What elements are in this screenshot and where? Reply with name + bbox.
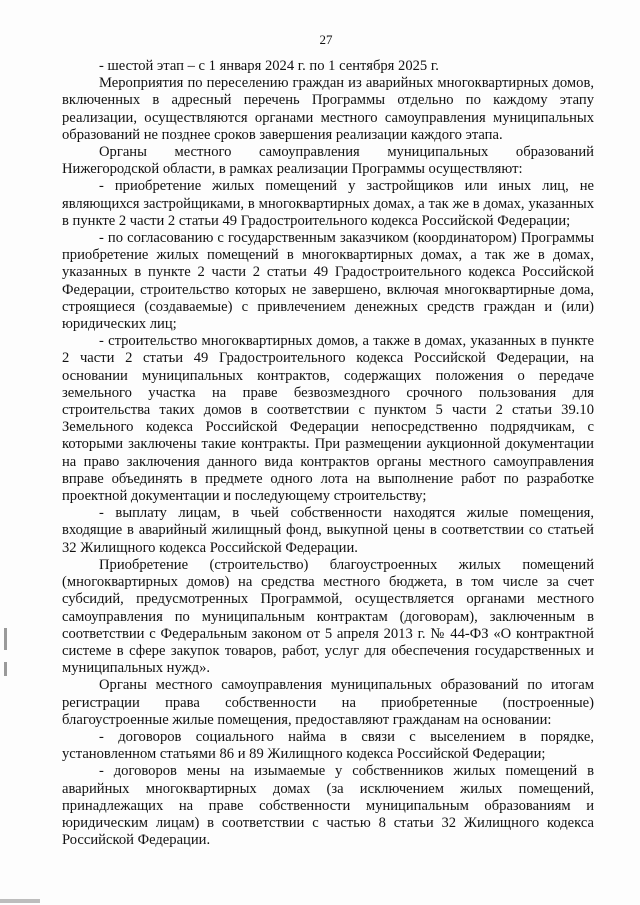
paragraph-redemption-payment: - выплату лицам, в чьей собственности находятся жилые помещения, входящие в аварийный жилищный фонд, выкупной цены в соответствии со статьей 32 Жилищного кодекса Российской Федерации. bbox=[62, 505, 594, 556]
paragraph-acquisition-unfinished: - по согласованию с государственным заказчиком (координатором) Программы приобретение жилых помещений в многоквартирных домах, а так же в домах, указанных в пункте 2 части 2 статьи 49 Градостроительного кодекса Российской Федерации, строительство которых не завершено, включая многоквартирные дома, строящиеся (создаваемые) с привлечением денежных средств граждан и (или) юридических лиц; bbox=[62, 230, 594, 333]
paragraph-acquisition-from-developers: - приобретение жилых помещений у застройщиков или иных лиц, не являющихся застройщиками, в многоквартирных домах, а так же в домах, указанных в пункте 2 части 2 статьи 49 Градостроительного кодекса Российской Федерации; bbox=[62, 178, 594, 229]
paragraph-acquisition-local-budget: Приобретение (строительство) благоустроенных жилых помещений (многоквартирных домов) на средства местного бюджета, в том числе за счет субсидий, предусмотренных Программой, осуществляется органами местного самоуправления по муниципальным контрактам (договорам), заключенным в соответствии с Федеральным законом от 5 апреля 2013 г. № 44-ФЗ «О контрактной системе в сфере закупок товаров, работ, услуг для обеспечения государственных и муниципальных нужд». bbox=[62, 556, 594, 677]
scan-edge-mark bbox=[4, 662, 7, 676]
paragraph-social-tenancy: - договоров социального найма в связи с выселением в порядке, установленном статьями 86 и 89 Жилищного кодекса Российской Федерации; bbox=[62, 728, 594, 763]
paragraph-construction: - строительство многоквартирных домов, а также в домах, указанных в пункте 2 части 2 статьи 49 Градостроительного кодекса Российской Федерации, на основании муниципальных контрактов, содержащих положения о передаче земельного участка на праве безвозмездного срочного пользования для строительства таких домов в соответствии с пунктом 5 части 2 статьи 39.10 Земельного кодекса Российской Федерации непосредственно подрядчикам, с которыми заключены такие контракты. При размещении аукционной документации на право заключения данного вида контрактов органы местного самоуправления вправе объединять в предмете одного лота на выполнение работ по разработке проектной документации и последующему строительству; bbox=[62, 333, 594, 505]
page-number: 27 bbox=[319, 32, 333, 47]
paragraph-stage-six: - шестой этап – с 1 января 2024 г. по 1 сентября 2025 г. bbox=[99, 58, 439, 74]
paragraph-resettlement-measures: Мероприятия по переселению граждан из аварийных многоквартирных домов, включенных в адресный перечень Программы отдельно по каждому этапу реализации, осуществляются органами местного самоуправления муниципальных образований не позднее сроков завершения реализации каждого этапа. bbox=[62, 75, 594, 143]
document-body bbox=[62, 58, 594, 849]
paragraph-provision-basis: Органы местного самоуправления муниципальных образований по итогам регистрации права собственности на приобретенные (построенные) благоустроенные жилые помещения, предоставляют гражданам на основании: bbox=[62, 677, 594, 728]
scan-edge-mark bbox=[4, 628, 7, 650]
scan-footer-speck bbox=[0, 899, 40, 903]
paragraph-exchange-agreements: - договоров мены на изымаемые у собственников жилых помещений в аварийных многоквартирных домах (за исключением жилых помещений, принадлежащих на праве собственности муниципальным образованиям и юридическим лицам) в соответствии с частью 8 статьи 32 Жилищного кодекса Российской Федерации. bbox=[62, 763, 594, 849]
paragraph-local-authorities-duties: Органы местного самоуправления муниципальных образований Нижегородской области, в рамках реализации Программы осуществляют: bbox=[62, 144, 594, 178]
